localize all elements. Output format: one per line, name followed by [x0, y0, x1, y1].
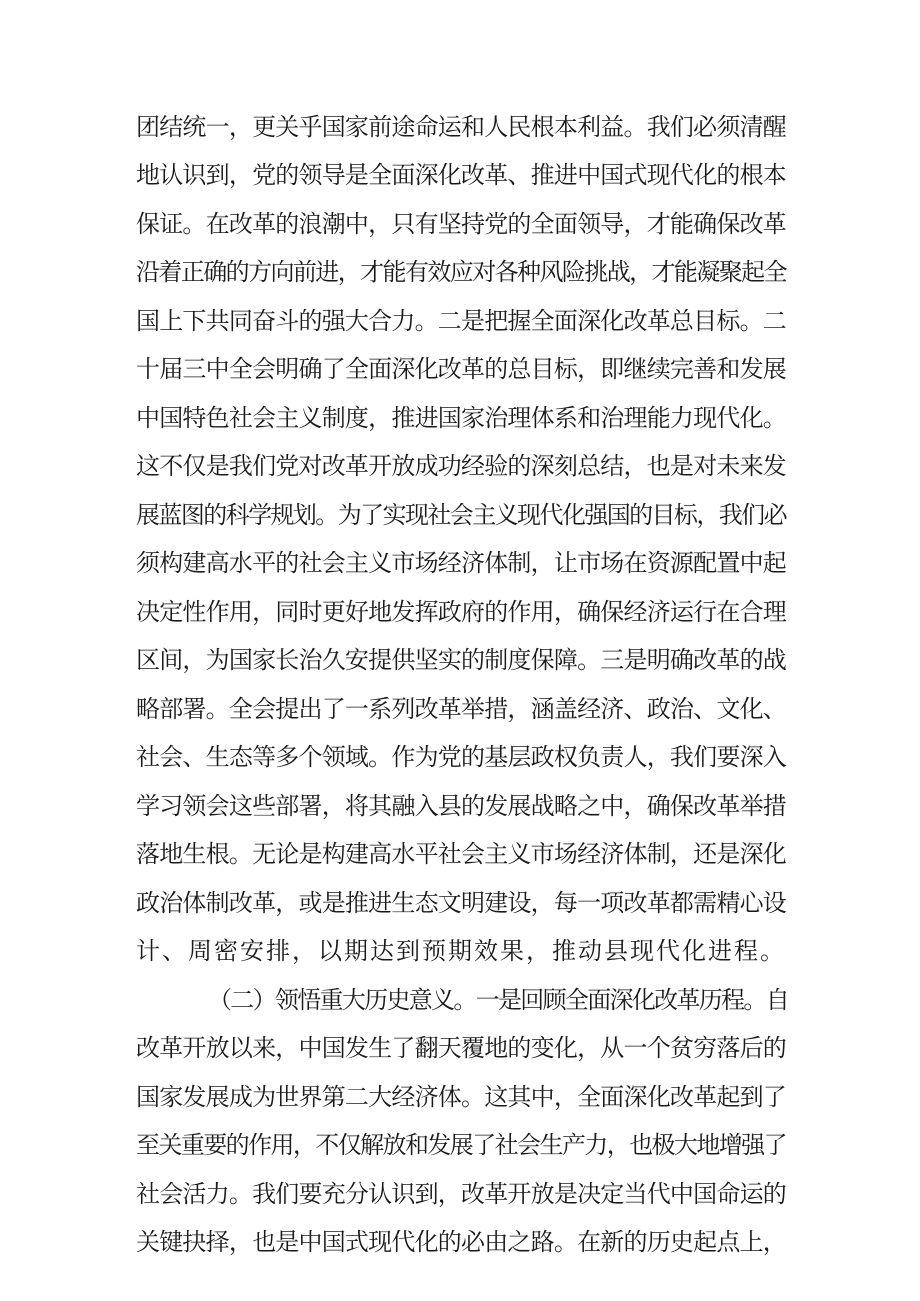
text-line: 区间，为国家长治久安提供坚实的制度保障。三是明确改革的战 — [136, 646, 786, 674]
text-line: 沿着正确的方向前进，才能有效应对各种风险挑战，才能凝聚起全 — [136, 258, 786, 286]
text-line: 改革开放以来，中国发生了翻天覆地的变化，从一个贫穷落后的 — [136, 1034, 786, 1062]
text-line: 社会、生态等多个领域。作为党的基层政权负责人，我们要深入 — [136, 743, 786, 771]
text-line: 十届三中全会明确了全面深化改革的总目标，即继续完善和发展 — [136, 355, 786, 383]
text-line: 计、周密安排，以期达到预期效果，推动县现代化进程。 — [136, 937, 786, 965]
text-line: 地认识到，党的领导是全面深化改革、推进中国式现代化的根本 — [136, 161, 786, 189]
text-line: 国上下共同奋斗的强大合力。二是把握全面深化改革总目标。二 — [136, 307, 786, 335]
text-line: 国家发展成为世界第二大经济体。这其中，全面深化改革起到了 — [136, 1083, 786, 1111]
paragraph-start-line: （二）领悟重大历史意义。一是回顾全面深化改革历程。自 — [208, 986, 788, 1014]
text-line: 学习领会这些部署，将其融入县的发展战略之中，确保改革举措 — [136, 792, 786, 820]
text-line: 保证。在改革的浪潮中，只有坚持党的全面领导，才能确保改革 — [136, 210, 786, 238]
text-line: 团结统一，更关乎国家前途命运和人民根本利益。我们必须清醒 — [136, 113, 786, 141]
text-line: 社会活力。我们要充分认识到，改革开放是决定当代中国命运的 — [136, 1180, 786, 1208]
text-line: 须构建高水平的社会主义市场经济体制，让市场在资源配置中起 — [136, 549, 786, 577]
text-line: 落地生根。无论是构建高水平社会主义市场经济体制，还是深化 — [136, 840, 786, 868]
text-line: 这不仅是我们党对改革开放成功经验的深刻总结，也是对未来发 — [136, 452, 786, 480]
text-line: 关键抉择，也是中国式现代化的必由之路。在新的历史起点上， — [136, 1228, 786, 1256]
text-line: 中国特色社会主义制度，推进国家治理体系和治理能力现代化。 — [136, 404, 786, 432]
text-line: 至关重要的作用，不仅解放和发展了社会生产力，也极大地增强了 — [136, 1131, 786, 1159]
text-line: 略部署。全会提出了一系列改革举措，涵盖经济、政治、文化、 — [136, 695, 786, 723]
text-line: 决定性作用，同时更好地发挥政府的作用，确保经济运行在合理 — [136, 598, 786, 626]
text-line: 展蓝图的科学规划。为了实现社会主义现代化强国的目标，我们必 — [136, 501, 786, 529]
text-line: 政治体制改革，或是推进生态文明建设，每一项改革都需精心设 — [136, 889, 786, 917]
